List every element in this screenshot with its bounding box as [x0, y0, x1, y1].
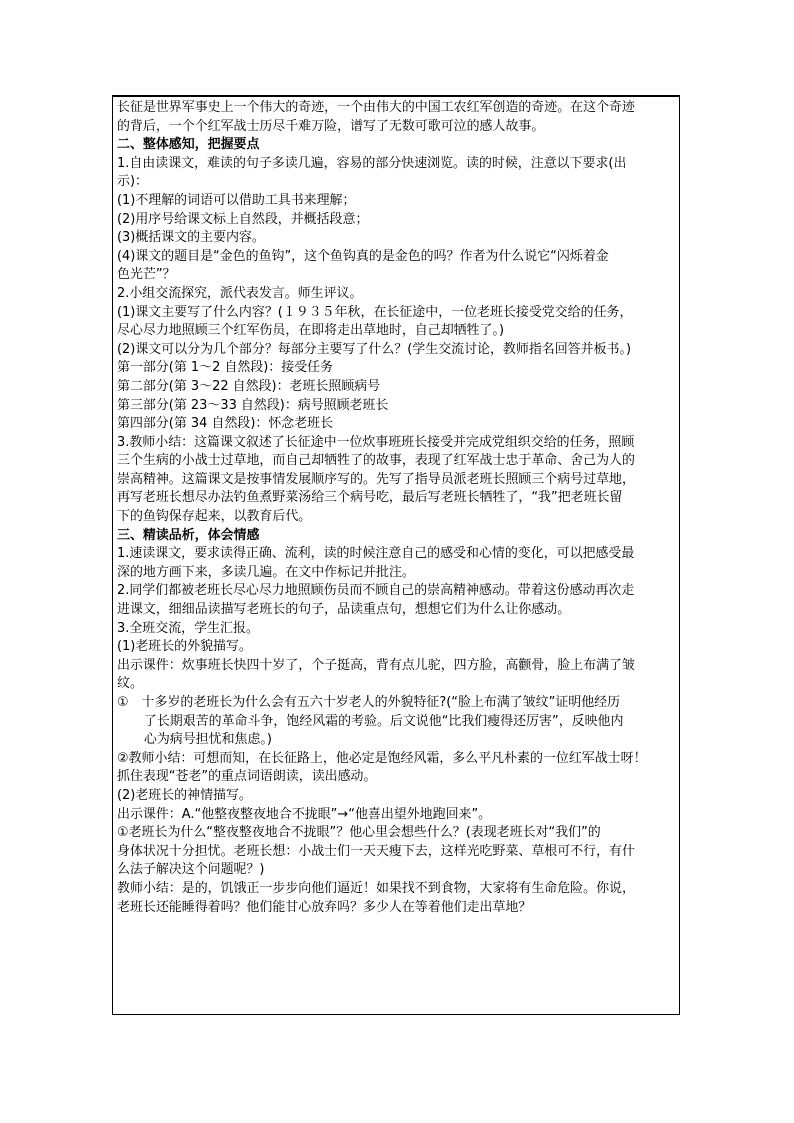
section-heading: 三、精读品析，体会情感 — [117, 527, 260, 543]
text-line: 教师小结：是的，饥饿正一步步向他们逼近！如果找不到食物，大家将有生命危险。你说， — [117, 880, 635, 896]
text-line: 老班长还能睡得着吗？他们能甘心放弃吗？多少人在等着他们走出草地？ — [117, 899, 532, 915]
text-line: (1)老班长的外貌描写。 — [117, 639, 252, 655]
text-line: 深的地方画下来，多读几遍。在文中作标记并批注。 — [117, 564, 415, 580]
text-line: ②教师小结：可想而知，在长征路上，他必定是饱经风霜，多么平凡朴素的一位红军战士呀！ — [117, 750, 647, 766]
text-line: 出示课件：炊事班长快四十岁了，个子挺高，背有点儿驼，四方脸，高颧骨，脸上布满了皱 — [117, 657, 635, 673]
text-line: 色光芒”？ — [117, 267, 176, 283]
text-line: 第二部分(第 3～22 自然段)：老班长照顾病号 — [117, 378, 381, 394]
text-line: 的背后，一个个红军战士历尽千难万险，谱写了无数可歌可泣的感人故事。 — [117, 118, 545, 134]
text-line: 心为病号担忧和焦虑。) — [143, 732, 272, 748]
text-line: 示)： — [117, 174, 148, 190]
text-line: (1)不理解的词语可以借助工具书来理解； — [117, 192, 356, 208]
text-line: 尽心尽力地照顾三个红军伤员，在即将走出草地时，自己却牺牲了。) — [117, 323, 505, 339]
text-line: 下的鱼钩保存起来，以教育后代。 — [117, 509, 312, 525]
text-line: 长征是世界军事史上一个伟大的奇迹，一个由伟大的中国工农红军创造的奇迹。在这个奇迹 — [117, 100, 635, 115]
text-line: 抓住表现“苍老”的重点词语朗读，读出感动。 — [117, 769, 377, 785]
text-line: 么法子解决这个问题呢？) — [117, 862, 265, 878]
lesson-plan-text — [117, 99, 679, 917]
text-line: 第三部分(第 23～33 自然段)：病号照顾老班长 — [117, 397, 389, 413]
text-line: (3)概括课文的主要内容。 — [117, 230, 265, 246]
text-line: (1)课文主要写了什么内容？(１９３５年秋，在长征途中，一位老班长接受党交给的任务， — [117, 304, 633, 320]
text-line: 2.同学们都被老班长尽心尽力地照顾伤员而不顾自己的崇高精神感动。带着这份感动再次走 — [117, 583, 635, 599]
text-line: 再写老班长想尽办法钓鱼煮野菜汤给三个病号吃，最后写老班长牺牲了，“我”把老班长留 — [117, 490, 623, 506]
text-line: 进课文，细细品读描写老班长的句子，品读重点句，想想它们为什么让你感动。 — [117, 602, 571, 618]
text-line: 身体状况十分担忧。老班长想：小战士们一天天瘦下去，这样光吃野菜、草根可不行，有什 — [117, 843, 635, 859]
section-heading: 二、整体感知，把握要点 — [117, 137, 260, 153]
text-line: 崇高精神。这篇课文是按事情发展顺序写的。先写了指导员派老班长照顾三个病号过草地， — [117, 471, 635, 487]
text-line: 三个生病的小战士过草地，而自己却牺牲了的故事，表现了红军战士忠于革命、舍己为人的 — [117, 453, 635, 469]
text-line: ①老班长为什么“整夜整夜地合不拢眼”？他心里会想些什么？(表现老班长对“我们”的 — [117, 825, 601, 841]
text-line: (2)课文可以分为几个部分？每部分主要写了什么？(学生交流讨论，教师指名回答并板书。) — [117, 341, 631, 357]
text-line: ① 十多岁的老班长为什么会有五六十岁老人的外貌特征?(“脸上布满了皱纹”证明他经历 — [117, 695, 621, 710]
text-line: 3.教师小结：这篇课文叙述了长征途中一位炊事班班长接受并完成党组织交给的任务，照顾 — [117, 434, 635, 450]
text-line: (4)课文的题目是“金色的鱼钩”，这个鱼钩真的是金色的吗？作者为什么说它“闪烁着金 — [117, 248, 609, 264]
text-line: 2.小组交流探究，派代表发言。师生评议。 — [117, 285, 363, 301]
text-line: 了长期艰苦的革命斗争，饱经风霜的考验。后文说他“比我们瘦得还厉害”，反映他内 — [143, 713, 624, 729]
text-line: (2)用序号给课文标上自然段，并概括段意； — [117, 211, 369, 227]
text-line: 第一部分(第 1～2 自然段)：接受任务 — [117, 360, 334, 376]
text-line: 纹。 — [117, 676, 143, 692]
text-line: (2)老班长的神情描写。 — [117, 787, 252, 803]
text-line: 出示课件：A.“他整夜整夜地合不拢眼”→“他喜出望外地跑回来”。 — [117, 806, 492, 822]
text-line: 1.自由读课文，难读的句子多读几遍，容易的部分快速浏览。读的时候，注意以下要求(出 — [117, 155, 627, 171]
text-line: 第四部分(第 34 自然段)：怀念老班长 — [117, 416, 334, 432]
text-line: 3.全班交流，学生汇报。 — [117, 620, 259, 636]
text-line: 1.速读课文，要求读得正确、流利，读的时候注意自己的感受和心情的变化，可以把感受最 — [117, 546, 635, 562]
